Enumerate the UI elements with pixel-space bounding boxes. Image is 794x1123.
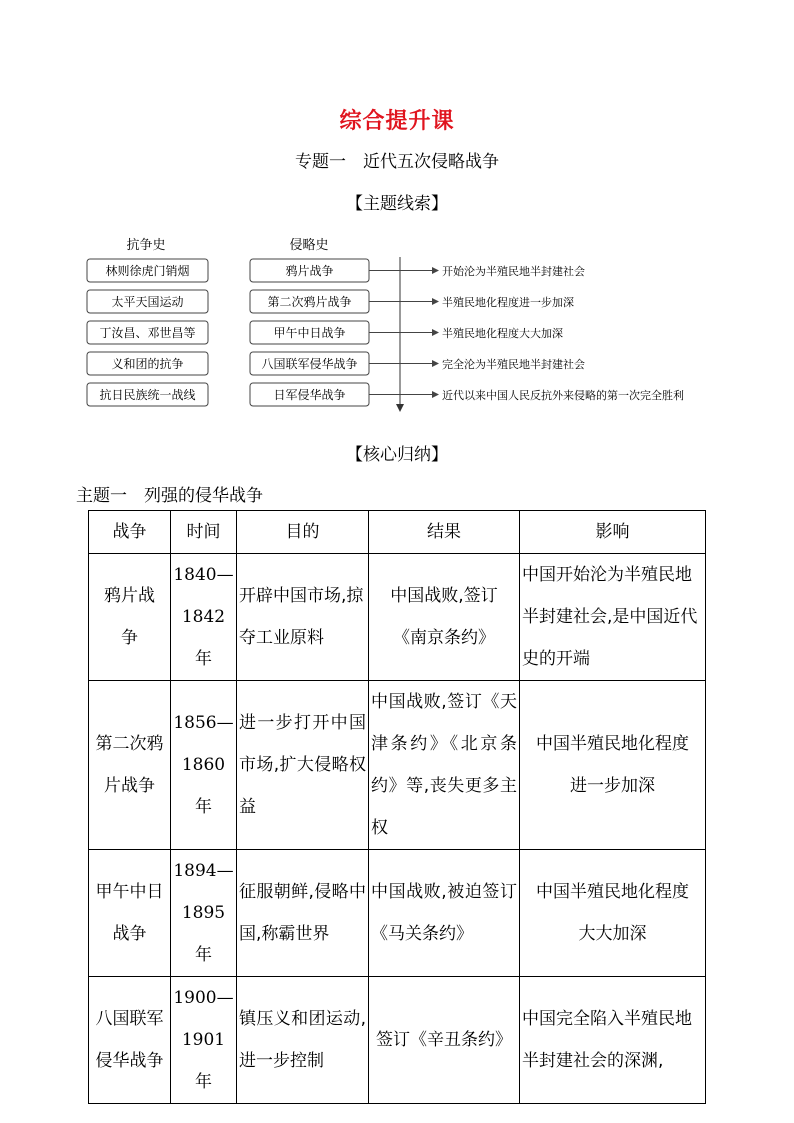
impact-cell: 中国半殖民地化程度进一步加深 — [520, 681, 706, 850]
topic-heading: 主题一 列强的侵华战争 — [76, 486, 263, 506]
war-cell: 甲午中日战争 — [89, 850, 171, 977]
impact-cell: 中国开始沦为半殖民地半封建社会,是中国近代史的开端 — [520, 554, 706, 681]
war-label: 第二次鸦片战争 — [267, 295, 352, 309]
diagram-right-header: 侵略史 — [289, 238, 329, 253]
table-row — [89, 850, 706, 977]
table-header-row — [89, 511, 706, 554]
result-cell: 中国战败,被迫签订《马关条约》 — [369, 850, 520, 977]
header-time: 时间 — [171, 511, 237, 554]
result-cell: 中国战败,签订《天津条约》《北京条约》等,丧失更多主权 — [369, 681, 520, 850]
effect-label: 半殖民地化程度大大加深 — [442, 327, 563, 340]
purpose-cell: 镇压义和团运动,进一步控制 — [237, 977, 369, 1104]
time-cell: 1840—1842 年 — [171, 554, 237, 681]
time-cell: 1894—1895 年 — [171, 850, 237, 977]
impact-cell: 中国完全陷入半殖民地半封建社会的深渊, — [520, 977, 706, 1104]
effect-arrowhead — [432, 267, 439, 274]
war-cell: 第二次鸦片战争 — [89, 681, 171, 850]
effect-label: 完全沦为半殖民地半封建社会 — [442, 358, 585, 371]
table-row — [89, 554, 706, 681]
section-title-theme-clues: 【主题线索】 — [346, 194, 448, 214]
war-cell: 鸦片战争 — [89, 554, 171, 681]
effect-label: 近代以来中国人民反抗外来侵略的第一次完全胜利 — [442, 389, 684, 402]
page-subtitle: 专题一 近代五次侵略战争 — [295, 152, 499, 172]
resist-label: 林则徐虎门销烟 — [105, 264, 190, 278]
war-label: 甲午中日战争 — [273, 326, 346, 340]
header-war: 战争 — [89, 511, 171, 554]
diagram-left-header: 抗争史 — [126, 238, 166, 253]
resist-label: 丁汝昌、邓世昌等 — [99, 326, 196, 340]
header-impact: 影响 — [520, 511, 706, 554]
timeline-arrowhead — [396, 404, 404, 412]
war-label: 日军侵华战争 — [273, 388, 346, 402]
header-result: 结果 — [369, 511, 520, 554]
result-cell: 签订《辛丑条约》 — [369, 977, 520, 1104]
purpose-cell: 开辟中国市场,掠夺工业原料 — [237, 554, 369, 681]
purpose-cell: 征服朝鲜,侵略中国,称霸世界 — [237, 850, 369, 977]
effect-arrowhead — [432, 391, 439, 398]
resist-label: 太平天国运动 — [111, 295, 184, 309]
time-cell: 1856—1860 年 — [171, 681, 237, 850]
time-cell: 1900—1901 年 — [171, 977, 237, 1104]
effect-label: 开始沦为半殖民地半封建社会 — [442, 265, 585, 278]
effect-label: 半殖民地化程度进一步加深 — [442, 296, 574, 309]
effect-arrowhead — [432, 360, 439, 367]
invasion-wars-table — [88, 510, 706, 1104]
section-title-core-summary: 【核心归纳】 — [346, 445, 448, 465]
theme-clue-diagram — [0, 230, 794, 420]
page-title: 综合提升课 — [339, 109, 455, 134]
effect-arrowhead — [432, 298, 439, 305]
impact-cell: 中国半殖民地化程度大大加深 — [520, 850, 706, 977]
table-row — [89, 681, 706, 850]
header-purpose: 目的 — [237, 511, 369, 554]
result-cell: 中国战败,签订《南京条约》 — [369, 554, 520, 681]
resist-label: 义和团的抗争 — [111, 357, 184, 371]
resist-label: 抗日民族统一战线 — [99, 388, 196, 402]
purpose-cell: 进一步打开中国市场,扩大侵略权益 — [237, 681, 369, 850]
table-row — [89, 977, 706, 1104]
war-label: 八国联军侵华战争 — [261, 357, 358, 371]
war-cell: 八国联军侵华战争 — [89, 977, 171, 1104]
effect-arrowhead — [432, 329, 439, 336]
war-label: 鸦片战争 — [285, 264, 334, 278]
